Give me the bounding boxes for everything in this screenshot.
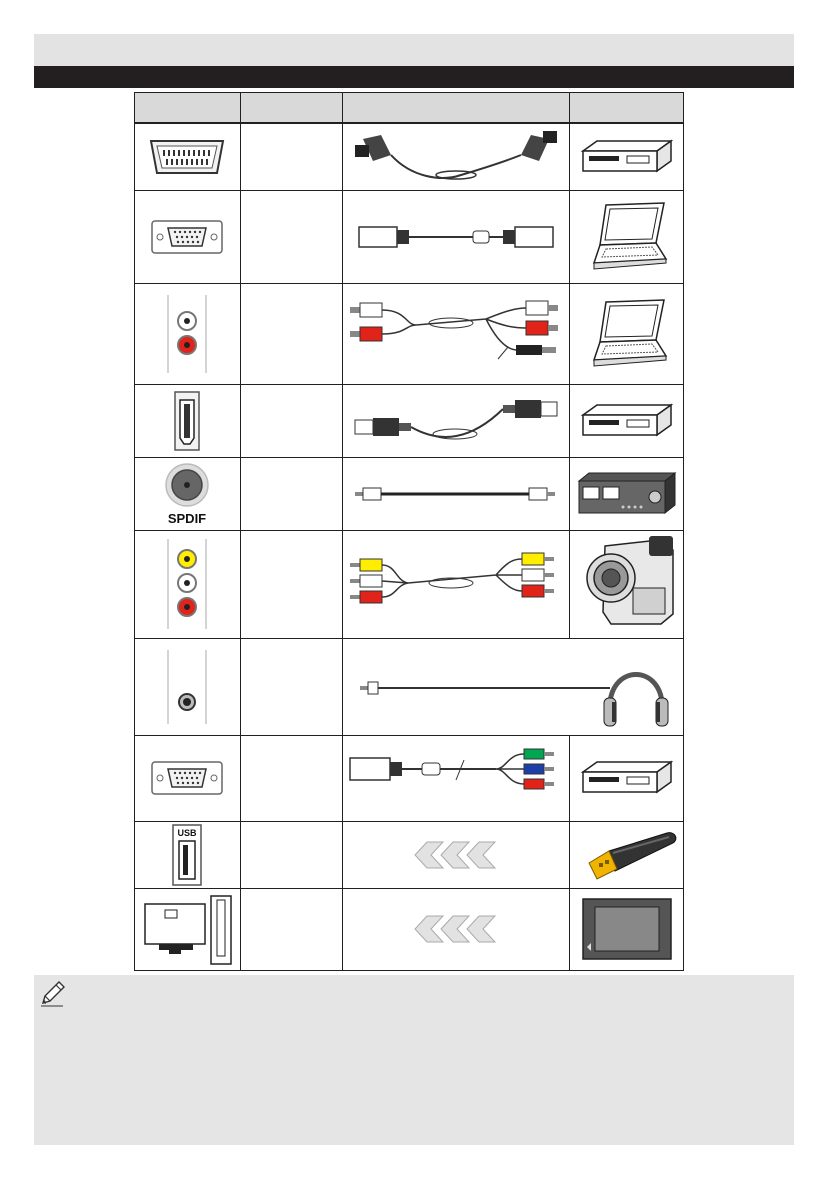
ypbpr-type-cell: [240, 735, 342, 821]
ci-module-icon: [570, 888, 684, 970]
table-row: [135, 384, 684, 457]
camcorder-icon: [570, 530, 684, 638]
scart-port-icon: [135, 123, 241, 190]
table-row: [135, 190, 684, 283]
table-header-row: [135, 93, 684, 124]
header-cables: [342, 93, 570, 124]
usb-type-cell: [240, 821, 342, 888]
usb-label: USB: [177, 827, 197, 838]
laptop-icon: [570, 190, 684, 283]
av-type-cell: [240, 530, 342, 638]
coaxial-cable-icon: [342, 457, 570, 530]
audio-cable-icon: [342, 283, 570, 384]
dvd-player-icon: [570, 384, 684, 457]
usb-port-icon: [135, 821, 241, 888]
table-row: [135, 283, 684, 384]
connections-table: [134, 92, 684, 971]
table-row: [135, 638, 684, 735]
table-row: [135, 821, 684, 888]
audio-type-cell: [240, 283, 342, 384]
vga-type-cell: [240, 190, 342, 283]
headphone-cable-cell: [342, 638, 684, 735]
table-row: [135, 123, 684, 190]
dvd-player-icon: [570, 735, 684, 821]
headphone-cable-icon: [360, 682, 610, 694]
dvd-player-icon: [570, 123, 684, 190]
usb-stick-icon: [570, 821, 684, 888]
spdif-label: SPDIF: [168, 510, 207, 526]
audio-amplifier-icon: [570, 457, 684, 530]
av-port-icon: [135, 530, 241, 638]
ci-type-cell: [240, 888, 342, 970]
scart-type-cell: [240, 123, 342, 190]
hdmi-port-icon: [135, 384, 241, 457]
vga-cable-icon: [342, 190, 570, 283]
table-row: [135, 530, 684, 638]
headphone-port-icon: [135, 638, 241, 735]
vga-port-icon: [135, 190, 241, 283]
notes-panel: [34, 975, 794, 1145]
header-connector: [135, 93, 241, 124]
headphone-type-cell: [240, 638, 342, 735]
table-row: [135, 457, 684, 530]
av-cable-icon: [342, 530, 570, 638]
scart-cable-icon: [342, 123, 570, 190]
audio-lr-port-icon: [135, 283, 241, 384]
header-type: [240, 93, 342, 124]
table-row: [135, 888, 684, 970]
hdmi-type-cell: [240, 384, 342, 457]
ypbpr-vga-port-icon: [135, 735, 241, 821]
spdif-type-cell: [240, 457, 342, 530]
header-device: [570, 93, 684, 124]
headphones-icon: [604, 674, 668, 726]
section-title-bar: [34, 66, 794, 88]
ypbpr-cable-icon: [342, 735, 570, 821]
table-row: [135, 735, 684, 821]
insert-arrows-icon: [342, 821, 570, 888]
ci-slot-icon: [135, 888, 241, 970]
hdmi-cable-icon: [342, 384, 570, 457]
laptop-icon: [570, 283, 684, 384]
insert-arrows-icon: [342, 888, 570, 970]
pencil-note-icon: [37, 979, 67, 1009]
header-title-band: [34, 34, 794, 66]
spdif-port-icon: [135, 457, 241, 530]
